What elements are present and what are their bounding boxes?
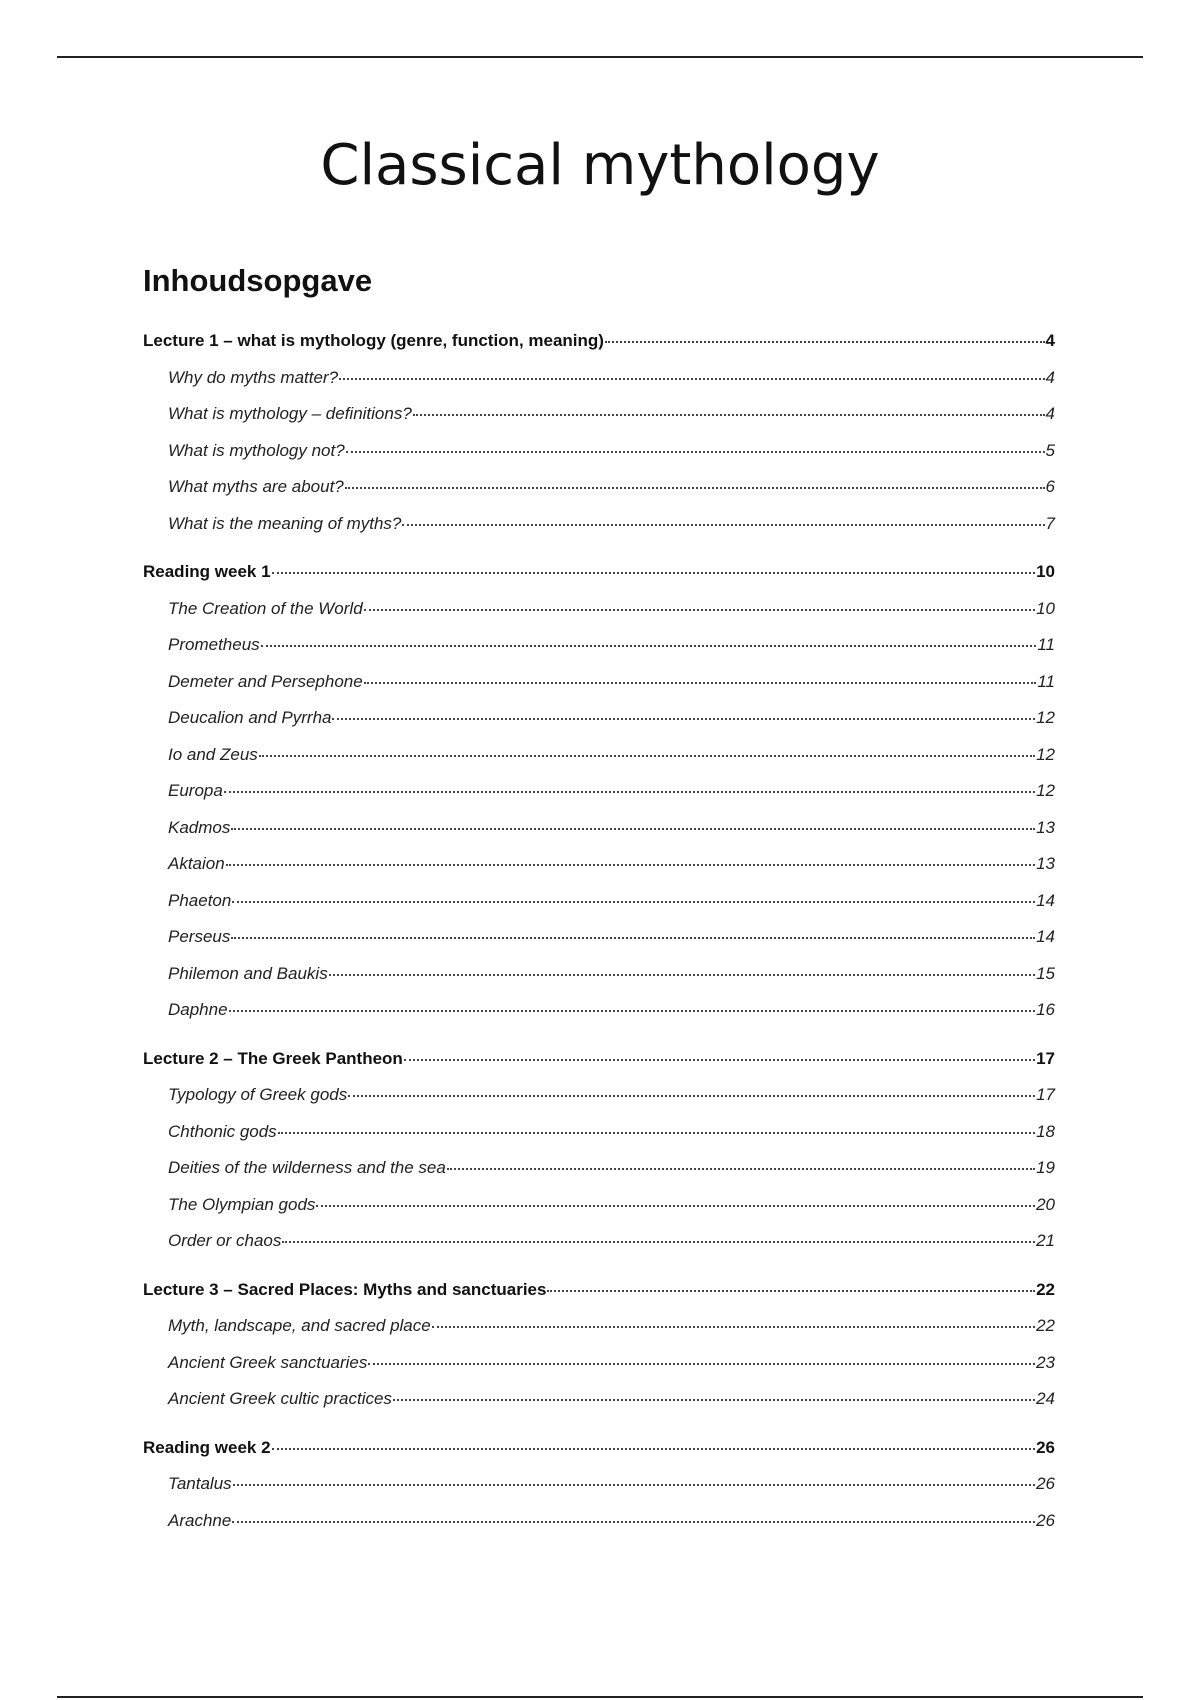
toc-dot-leader (432, 1326, 1035, 1328)
toc-page-number: 10 (1036, 598, 1055, 618)
toc-dot-leader (231, 937, 1035, 939)
toc-section-entry[interactable] (143, 1272, 1055, 1309)
toc-subsection-entry[interactable] (143, 396, 1055, 433)
toc-entry-label: Ancient Greek cultic practices (168, 1389, 392, 1408)
toc-subsection-entry[interactable] (143, 846, 1055, 883)
toc-entry-label: Why do myths matter? (168, 367, 339, 387)
toc-page-number: 17 (1036, 1085, 1055, 1104)
toc-entry-label: Prometheus (168, 635, 260, 654)
toc-dot-leader (404, 1059, 1035, 1061)
toc-dot-leader (259, 755, 1035, 757)
toc-entry-label: Phaeton (168, 890, 232, 910)
toc-entry-label: Demeter and Persephone (168, 671, 363, 691)
toc-dot-leader (605, 341, 1045, 343)
toc-page-number: 4 (1045, 331, 1055, 350)
toc-dot-leader (364, 682, 1037, 684)
toc-section (143, 1430, 1055, 1540)
toc-dot-leader (329, 974, 1035, 976)
toc-page-number: 11 (1037, 635, 1055, 654)
toc-page-number: 11 (1037, 671, 1055, 691)
toc-section (143, 323, 1055, 542)
toc-dot-leader (226, 864, 1035, 866)
toc-dot-leader (232, 901, 1035, 903)
toc-section-entry[interactable] (143, 1041, 1055, 1078)
toc-page-number: 17 (1036, 1048, 1055, 1068)
toc-subsection-entry[interactable] (143, 506, 1055, 543)
toc-dot-leader (261, 645, 1037, 647)
toc-entry-label: Lecture 1 – what is mythology (genre, function, meaning) (143, 331, 604, 350)
toc-subsection-entry[interactable] (143, 1381, 1055, 1418)
toc-page-number: 22 (1036, 1316, 1055, 1335)
toc-dot-leader (282, 1241, 1035, 1243)
toc-entry-label: Tantalus (168, 1474, 232, 1493)
toc-entry-label: Philemon and Baukis (168, 963, 328, 983)
toc-entry-label: Arachne (168, 1510, 232, 1530)
table-of-contents (143, 323, 1055, 1551)
toc-page-number: 26 (1036, 1510, 1055, 1530)
toc-subsection-entry[interactable] (143, 1187, 1055, 1224)
toc-section-entry[interactable] (143, 1430, 1055, 1467)
toc-entry-label: Perseus (168, 927, 231, 946)
toc-page-number: 12 (1036, 708, 1055, 727)
toc-subsection-entry[interactable] (143, 360, 1055, 397)
toc-subsection-entry[interactable] (143, 737, 1055, 774)
toc-entry-label: Daphne (168, 1000, 228, 1019)
toc-subsection-entry[interactable] (143, 433, 1055, 470)
toc-section (143, 554, 1055, 1029)
toc-subsection-entry[interactable] (143, 469, 1055, 506)
toc-page-number: 12 (1036, 781, 1055, 800)
toc-entry-label: Lecture 2 – The Greek Pantheon (143, 1048, 403, 1068)
toc-page-number: 26 (1036, 1437, 1055, 1457)
toc-dot-leader (272, 572, 1036, 574)
toc-dot-leader (278, 1132, 1035, 1134)
toc-entry-label: Reading week 2 (143, 1437, 271, 1457)
toc-dot-leader (364, 609, 1035, 611)
toc-section-entry[interactable] (143, 323, 1055, 360)
toc-subsection-entry[interactable] (143, 591, 1055, 628)
toc-section-entry[interactable] (143, 554, 1055, 591)
toc-dot-leader (316, 1205, 1035, 1207)
toc-page-number: 10 (1036, 562, 1055, 581)
toc-dot-leader (547, 1290, 1035, 1292)
toc-heading: Inhoudsopgave (143, 263, 373, 298)
toc-subsection-entry[interactable] (143, 1223, 1055, 1260)
toc-page-number: 20 (1036, 1194, 1055, 1214)
toc-subsection-entry[interactable] (143, 1308, 1055, 1345)
toc-dot-leader (231, 828, 1035, 830)
toc-page-number: 13 (1036, 854, 1055, 873)
toc-subsection-entry[interactable] (143, 1503, 1055, 1540)
toc-entry-label: Typology of Greek gods (168, 1085, 348, 1104)
toc-entry-label: What myths are about? (168, 477, 344, 496)
header-rule (57, 56, 1143, 58)
toc-entry-label: The Olympian gods (168, 1194, 316, 1214)
toc-subsection-entry[interactable] (143, 773, 1055, 810)
toc-dot-leader (272, 1448, 1036, 1450)
toc-entry-label: Europa (168, 781, 223, 800)
toc-entry-label: Deities of the wilderness and the sea (168, 1158, 446, 1177)
toc-entry-label: What is the meaning of myths? (168, 513, 402, 533)
toc-entry-label: Io and Zeus (168, 744, 258, 764)
toc-dot-leader (413, 414, 1045, 416)
toc-subsection-entry[interactable] (143, 1114, 1055, 1151)
toc-subsection-entry[interactable] (143, 1345, 1055, 1382)
toc-page-number: 22 (1036, 1279, 1055, 1299)
toc-dot-leader (224, 791, 1035, 793)
toc-page-number: 4 (1045, 404, 1055, 423)
toc-subsection-entry[interactable] (143, 627, 1055, 664)
toc-subsection-entry[interactable] (143, 919, 1055, 956)
toc-section (143, 1272, 1055, 1418)
toc-dot-leader (402, 524, 1044, 526)
toc-entry-label: Lecture 3 – Sacred Places: Myths and sanctuaries (143, 1279, 547, 1299)
toc-page-number: 15 (1036, 963, 1055, 983)
toc-dot-leader (346, 451, 1045, 453)
toc-entry-label: Order or chaos (168, 1231, 282, 1250)
toc-page-number: 4 (1045, 367, 1055, 387)
toc-page-number: 19 (1036, 1158, 1055, 1177)
toc-subsection-entry[interactable] (143, 1077, 1055, 1114)
toc-entry-label: Aktaion (168, 854, 225, 873)
toc-page-number: 7 (1045, 513, 1055, 533)
toc-page-number: 23 (1036, 1352, 1055, 1372)
toc-page-number: 12 (1036, 744, 1055, 764)
toc-entry-label: The Creation of the World (168, 598, 363, 618)
toc-section (143, 1041, 1055, 1260)
toc-page-number: 13 (1036, 817, 1055, 837)
toc-subsection-entry[interactable] (143, 956, 1055, 993)
toc-entry-label: Myth, landscape, and sacred place (168, 1316, 431, 1335)
toc-dot-leader (339, 378, 1044, 380)
toc-page-number: 6 (1045, 477, 1055, 496)
toc-entry-label: Deucalion and Pyrrha (168, 708, 332, 727)
toc-dot-leader (232, 1521, 1035, 1523)
toc-dot-leader (332, 718, 1035, 720)
toc-subsection-entry[interactable] (143, 992, 1055, 1029)
toc-entry-label: Chthonic gods (168, 1121, 277, 1141)
toc-dot-leader (345, 487, 1045, 489)
toc-dot-leader (368, 1363, 1035, 1365)
toc-entry-label: Reading week 1 (143, 562, 271, 581)
toc-subsection-entry[interactable] (143, 700, 1055, 737)
toc-subsection-entry[interactable] (143, 810, 1055, 847)
toc-page-number: 14 (1036, 927, 1055, 946)
toc-subsection-entry[interactable] (143, 664, 1055, 701)
toc-dot-leader (229, 1010, 1036, 1012)
toc-dot-leader (348, 1095, 1035, 1097)
toc-entry-label: Ancient Greek sanctuaries (168, 1352, 368, 1372)
toc-entry-label: What is mythology – definitions? (168, 404, 412, 423)
toc-page-number: 21 (1036, 1231, 1055, 1250)
toc-dot-leader (447, 1168, 1035, 1170)
toc-page-number: 26 (1036, 1474, 1055, 1493)
toc-entry-label: What is mythology not? (168, 440, 345, 460)
toc-dot-leader (233, 1484, 1035, 1486)
footer-rule (57, 1696, 1143, 1698)
toc-subsection-entry[interactable] (143, 1150, 1055, 1187)
toc-subsection-entry[interactable] (143, 883, 1055, 920)
toc-page-number: 14 (1036, 890, 1055, 910)
toc-page-number: 16 (1036, 1000, 1055, 1019)
toc-page-number: 24 (1036, 1389, 1055, 1408)
toc-entry-label: Kadmos (168, 817, 231, 837)
document-title: Classical mythology (320, 133, 880, 198)
toc-page-number: 18 (1036, 1121, 1055, 1141)
toc-dot-leader (393, 1399, 1035, 1401)
toc-subsection-entry[interactable] (143, 1466, 1055, 1503)
toc-page-number: 5 (1045, 440, 1055, 460)
